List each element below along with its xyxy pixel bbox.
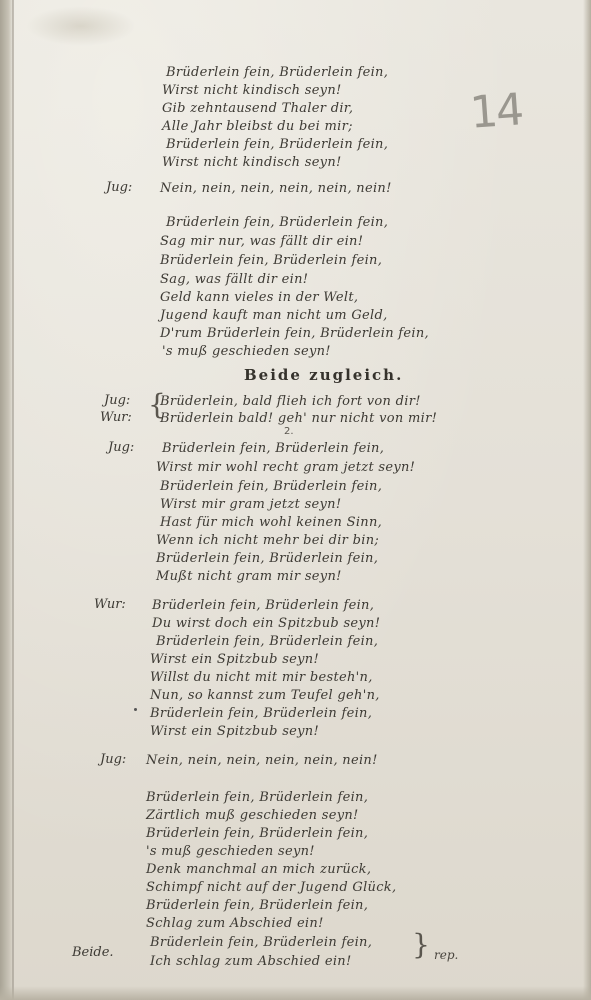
verse-line: D'rum Brüderlein fein, Brüderlein fein, — [160, 326, 429, 341]
verse-line: Zärtlich muß geschieden seyn! — [146, 808, 359, 823]
page-right-edge — [583, 0, 591, 1000]
speaker-label: Jug: — [104, 393, 131, 408]
curly-brace-icon: { — [148, 388, 166, 421]
verse-line: Wirst ein Spitzbub seyn! — [150, 724, 320, 739]
speaker-label: Beide. — [72, 945, 114, 960]
verse-line: Wirst ein Spitzbub seyn! — [150, 652, 320, 667]
verse-number: 2. — [284, 426, 294, 437]
verse-line: Geld kann vieles in der Welt, — [160, 290, 359, 305]
ink-dot — [134, 708, 137, 711]
verse-line: Schlag zum Abschied ein! — [146, 916, 324, 931]
verse-line: Du wirst doch ein Spitzbub seyn! — [152, 616, 381, 631]
verse-line: Brüderlein fein, Brüderlein fein, — [146, 826, 369, 841]
verse-line: Brüderlein fein, Brüderlein fein, — [156, 634, 379, 649]
verse-line: Wirst nicht kindisch seyn! — [162, 155, 342, 170]
repeat-mark: rep. — [434, 948, 459, 962]
speaker-label: Wur: — [100, 410, 132, 425]
verse-line: Wirst nicht kindisch seyn! — [162, 83, 342, 98]
verse-line: Nein, nein, nein, nein, nein, nein! — [146, 753, 378, 768]
speaker-label: Jug: — [108, 440, 135, 455]
verse-line: Brüderlein fein, Brüderlein fein, — [152, 598, 375, 613]
verse-line: Brüderlein fein, Brüderlein fein, — [166, 65, 389, 80]
verse-line: Willst du nicht mit mir besteh'n, — [150, 670, 373, 685]
verse-line: 's muß geschieden seyn! — [162, 344, 331, 359]
verse-line: Hast für mich wohl keinen Sinn, — [160, 515, 383, 530]
verse-line: Wirst mir gram jetzt seyn! — [160, 497, 342, 512]
verse-line: Brüderlein fein, Brüderlein fein, — [160, 253, 383, 268]
verse-line: Brüderlein fein, Brüderlein fein, — [166, 137, 389, 152]
verse-line: Brüderlein bald! geh' nur nicht von mir! — [160, 411, 438, 426]
verse-line: Ich schlag zum Abschied ein! — [150, 954, 352, 969]
verse-line: Nun, so kannst zum Teufel geh'n, — [150, 688, 380, 703]
verse-line: Sag, was fällt dir ein! — [160, 272, 309, 287]
curly-brace-icon: { — [412, 928, 430, 961]
paper-stain — [26, 6, 136, 46]
page-number: 14 — [468, 84, 524, 139]
section-heading: Beide zugleich. — [244, 366, 404, 384]
page-binding-line — [12, 0, 14, 1000]
verse-line: Nein, nein, nein, nein, nein, nein! — [160, 181, 392, 196]
verse-line: Denk manchmal an mich zurück, — [146, 862, 372, 877]
verse-line: Brüderlein, bald flieh ich fort von dir! — [160, 394, 421, 409]
verse-line: Brüderlein fein, Brüderlein fein, — [150, 935, 373, 950]
speaker-label: Jug: — [106, 180, 133, 195]
verse-line: Brüderlein fein, Brüderlein fein, — [156, 551, 379, 566]
verse-line: Schimpf nicht auf der Jugend Glück, — [146, 880, 397, 895]
verse-line: Brüderlein fein, Brüderlein fein, — [162, 441, 385, 456]
page-bottom-edge — [0, 986, 591, 1000]
verse-line: Alle Jahr bleibst du bei mir; — [162, 119, 353, 134]
verse-line: Brüderlein fein, Brüderlein fein, — [146, 898, 369, 913]
verse-line: Brüderlein fein, Brüderlein fein, — [166, 215, 389, 230]
verse-line: Brüderlein fein, Brüderlein fein, — [150, 706, 373, 721]
verse-line: Brüderlein fein, Brüderlein fein, — [160, 479, 383, 494]
speaker-label: Jug: — [100, 752, 127, 767]
speaker-label: Wur: — [94, 597, 126, 612]
verse-line: Gib zehntausend Thaler dir, — [162, 101, 354, 116]
verse-line: Jugend kauft man nicht um Geld, — [160, 308, 388, 323]
verse-line: Wirst mir wohl recht gram jetzt seyn! — [156, 460, 416, 475]
verse-line: Wenn ich nicht mehr bei dir bin; — [156, 533, 380, 548]
verse-line: Brüderlein fein, Brüderlein fein, — [146, 790, 369, 805]
verse-line: 's muß geschieden seyn! — [146, 844, 315, 859]
verse-line: Mußt nicht gram mir seyn! — [156, 569, 342, 584]
verse-line: Sag mir nur, was fällt dir ein! — [160, 234, 364, 249]
